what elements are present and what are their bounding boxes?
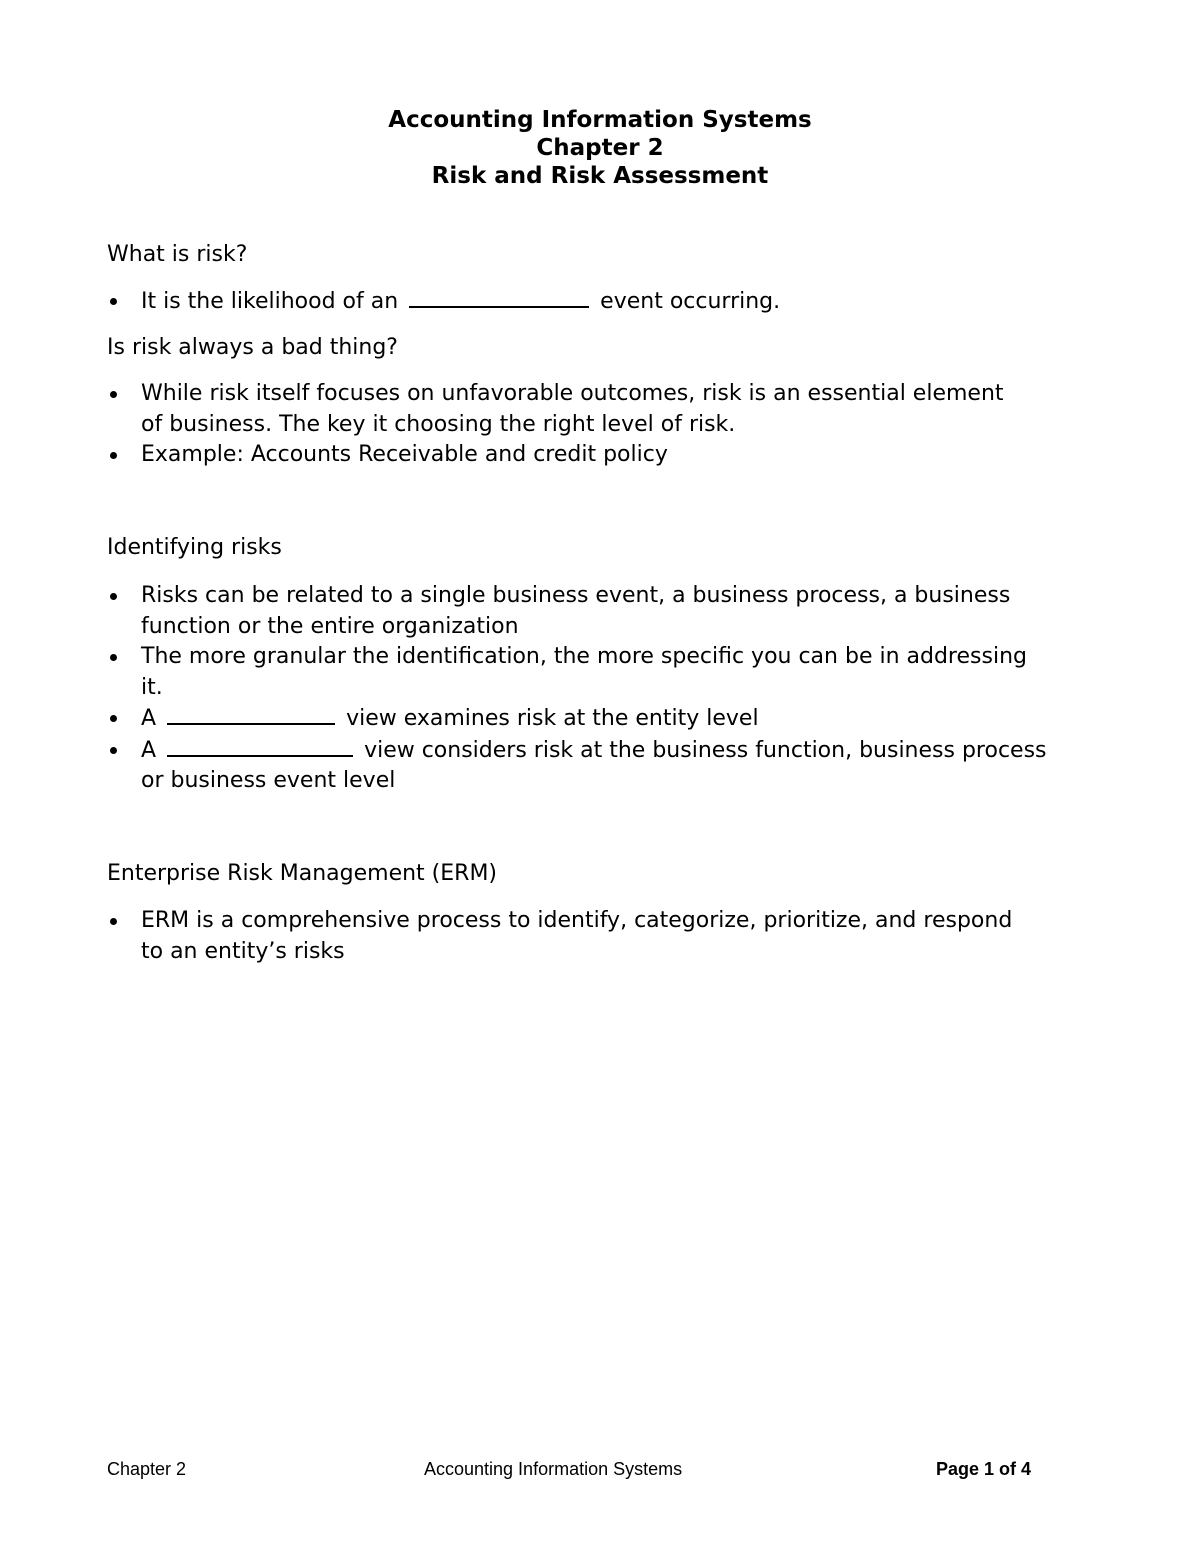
list-identifying-risks bbox=[107, 581, 1107, 797]
bullet-icon bbox=[110, 654, 117, 661]
list-bad-thing bbox=[107, 379, 1107, 471]
question-what-is-risk: What is risk? bbox=[107, 242, 248, 267]
document-subtitle: Risk and Risk Assessment bbox=[431, 163, 769, 189]
bullet-icon bbox=[110, 747, 117, 754]
list-what-is-risk bbox=[107, 286, 1107, 318]
list-item: ERM is a comprehensive process to identify, categorize, prioritize, and respond to an entity’s risks bbox=[107, 906, 1107, 967]
fill-in-blank bbox=[167, 703, 335, 725]
bullet-icon bbox=[110, 298, 117, 305]
list-item: While risk itself focuses on unfavorable outcomes, risk is an essential element of business. The key it choosing the right level of risk. bbox=[107, 379, 1107, 440]
bullet-icon bbox=[110, 918, 117, 925]
question-bad-thing: Is risk always a bad thing? bbox=[107, 335, 398, 360]
list-item: Example: Accounts Receivable and credit policy bbox=[107, 440, 1107, 471]
heading-erm: Enterprise Risk Management (ERM) bbox=[107, 861, 498, 886]
list-item: A view examines risk at the entity level bbox=[107, 703, 1107, 735]
list-item: Risks can be related to a single business event, a business process, a business function or the entire organization bbox=[107, 581, 1107, 642]
list-item: It is the likelihood of an event occurring. bbox=[107, 286, 1107, 318]
bullet-icon bbox=[110, 715, 117, 722]
footer-page-number: Page 1 of 4 bbox=[936, 1459, 1032, 1479]
list-erm bbox=[107, 906, 1107, 967]
footer-left: Chapter 2 bbox=[107, 1459, 187, 1479]
bullet-icon bbox=[110, 391, 117, 398]
footer-center: Accounting Information Systems bbox=[424, 1459, 683, 1479]
fill-in-blank bbox=[409, 286, 589, 308]
heading-identifying-risks: Identifying risks bbox=[107, 535, 282, 560]
document-title: Accounting Information Systems bbox=[388, 107, 812, 133]
fill-in-blank bbox=[167, 735, 353, 757]
chapter-label: Chapter 2 bbox=[536, 135, 664, 161]
list-item: The more granular the identification, the more specific you can be in addressing it. bbox=[107, 642, 1107, 703]
bullet-icon bbox=[110, 452, 117, 459]
bullet-icon bbox=[110, 593, 117, 600]
list-item: A view considers risk at the business function, business process or business event level bbox=[107, 735, 1107, 797]
title-block bbox=[0, 106, 1200, 190]
